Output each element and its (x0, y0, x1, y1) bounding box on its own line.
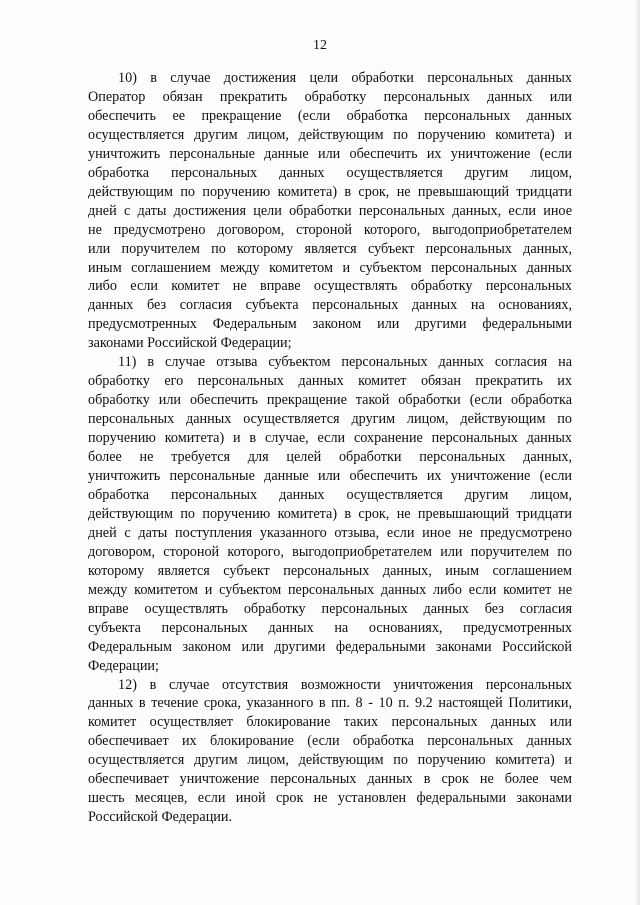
scan-edge-shadow (634, 0, 640, 905)
text-line: не предусмотрено договором, стороной которого, выгодоприобретателем (88, 221, 572, 238)
text-line: уничтожить персональные данные или обеспечить их уничтожение (если (88, 145, 572, 162)
text-line: дней с даты поступления указанного отзыва, если иное не предусмотрено (88, 524, 572, 541)
text-line: данных в течение срока, указанного в пп. 8 - 10 п. 9.2 настоящей Политики, (88, 695, 572, 712)
text-line: более не требуется для целей обработки персональных данных, (88, 449, 572, 466)
text-line: Федеральным законом или другими федеральными законами Российской (88, 638, 572, 655)
text-line: обработка персональных данных осуществляется другим лицом, (88, 486, 572, 503)
text-line: договором, стороной которого, выгодоприобретателем или поручителем по (88, 543, 572, 560)
text-line: обеспечить ее прекращение (если обработка персональных данных (88, 107, 572, 124)
text-line: Оператор обязан прекратить обработку персональных данных или (88, 88, 572, 105)
text-line: Федерации; (88, 657, 159, 674)
text-line: вправе осуществлять обработку персональных данных без согласия (88, 600, 572, 617)
text-line: 10) в случае достижения цели обработки персональных данных (118, 70, 572, 86)
text-line: обработку его персональных данных комитет обязан прекратить их (88, 373, 572, 390)
text-line: предусмотренных Федеральным законом или другими федеральными (88, 316, 572, 333)
text-line: либо если комитет не вправе осуществлять обработку персональных (88, 278, 572, 295)
text-line: дней с даты достижения цели обработки персональных данных, если иное (88, 202, 572, 219)
text-line: обработку или обеспечить прекращение такой обработки (если обработка (88, 392, 572, 409)
text-line: обеспечивает уничтожение персональных данных в срок не более чем (88, 771, 572, 788)
paragraph-item-11 (88, 353, 572, 675)
text-line: между комитетом и субъектом персональных данных либо если комитет не (88, 581, 572, 598)
text-line: законами Российской Федерации; (88, 335, 292, 352)
text-line: 11) в случае отзыва субъектом персональных данных согласия на (118, 354, 572, 371)
text-line: или поручителем по которому является субъект персональных данных, (88, 240, 572, 257)
text-line: обеспечивает их блокирование (если обработка персональных данных (88, 733, 572, 750)
text-line: действующим по поручению комитета) в срок, не превышающий тридцати (88, 505, 572, 522)
text-line: обработка персональных данных осуществляется другим лицом, (88, 164, 572, 181)
text-line: которому является субъект персональных данных, иным соглашением (88, 562, 572, 579)
text-line: иным соглашением между комитетом и субъектом персональных данных (88, 259, 572, 276)
text-line: данных без согласия субъекта персональных данных на основаниях, (88, 297, 572, 314)
text-line: комитет осуществляет блокирование таких персональных данных или (88, 714, 572, 731)
text-line: персональных данных осуществляется другим лицом, действующим по (88, 411, 572, 428)
text-line: действующим по поручению комитета) в срок, не превышающий тридцати (88, 183, 572, 200)
text-line: поручению комитета) и в случае, если сохранение персональных данных (88, 430, 572, 447)
text-line: Российской Федерации. (88, 809, 233, 826)
text-line: уничтожить персональные данные или обеспечить их уничтожение (если (88, 468, 572, 485)
paragraph-item-10 (88, 69, 572, 353)
text-line: осуществляется другим лицом, действующим по поручению комитета) и (88, 752, 572, 769)
text-line: осуществляется другим лицом, действующим по поручению комитета) и (88, 126, 572, 143)
text-line: шесть месяцев, если иной срок не установлен федеральными законами (88, 790, 572, 807)
page-number: 12 (313, 38, 327, 53)
text-line: 12) в случае отсутствия возможности уничтожения персональных (118, 676, 572, 693)
paragraph-item-12 (88, 676, 572, 828)
document-body (88, 69, 572, 827)
text-line: субъекта персональных данных на основаниях, предусмотренных (88, 619, 572, 636)
